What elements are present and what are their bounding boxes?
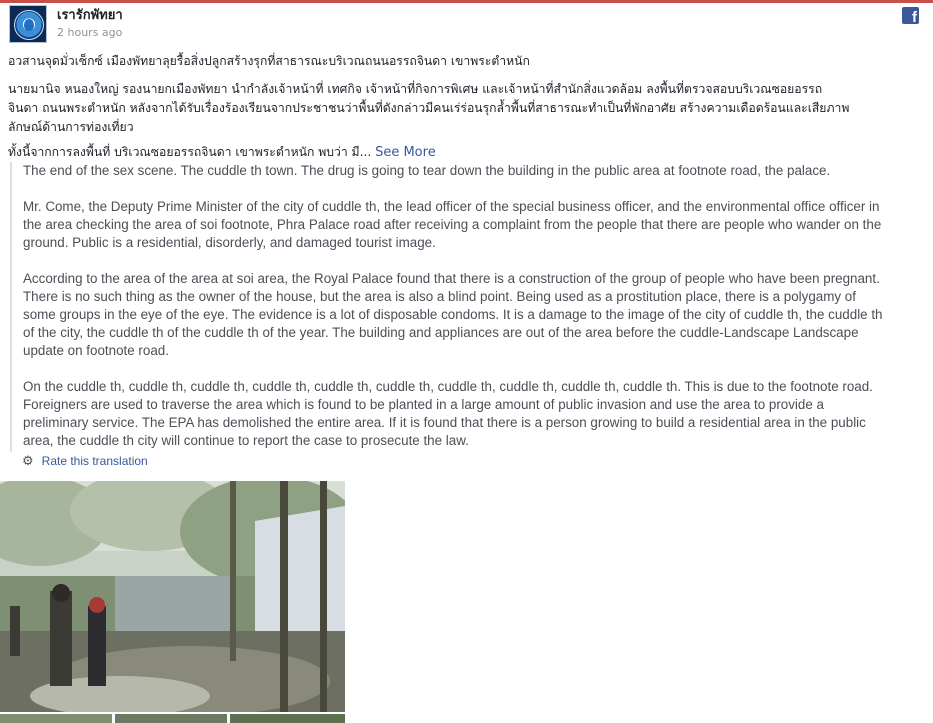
translation-line: There is no such thing as the owner of the house, but the area is also a blind point. Being used as a prostitution place, there is a polygamy of [23,289,856,304]
photo-thumbnail[interactable] [230,714,345,723]
post-body-line: ลักษณ์ด้านการท่องเที่ยว [8,120,134,134]
post-photo[interactable] [0,481,345,712]
translation-line: Foreigners are used to traverse the area which is found to be planted in a large amount of public invasion and use the area to provide a [23,397,824,412]
photo-thumbnail[interactable] [0,714,112,723]
page-name[interactable]: เรารักพัทยา [57,8,123,23]
post-timestamp[interactable]: 2 hours ago [57,26,123,39]
translation-line: ground. Public is a residential, disorderly, and damaged tourist image. [23,235,436,250]
post-teaser [8,143,436,162]
translation-line: According to the area of the area at soi area, the Royal Palace found that there is a construction of the group of people who have been pregnant. [23,271,880,286]
top-accent-bar [0,0,933,3]
post-body-line: นายมานิจ หนองใหญ่ รองนายกเมืองพัทยา นำกำลังเจ้าหน้าที่ เทศกิจ เจ้าหน้าที่กิจการพิเศษ และเจ้าหน้าที่สำนักสิ่งแวดล้อม ลงพื้นที่ตรวจสอบบริเวณซอยอรรถ [8,82,823,96]
rate-translation[interactable] [22,453,148,469]
avatar-emblem-center [24,19,34,31]
translation-line: the area checking the area of soi footnote, Phra Palace road after receiving a complaint from the people that there are people who wander on the [23,217,882,232]
translation-line: some groups in the eye of the eye. The evidence is a lot of disposable condoms. It is a damage to the image of the city of cuddle th, the cuddle th [23,307,883,322]
page-avatar[interactable] [9,5,47,43]
photo-thumbnails [0,714,345,723]
photo-thumbnail[interactable] [115,714,227,723]
post-headline: อวสานจุดมั่วเซ็กซ์ เมืองพัทยาลุยรื้อสิ่งปลูกสร้างรุกที่สาธารณะบริเวณถนนอรรถจินดา เขาพระตำหนัก [8,54,530,68]
translation-line: preliminary service. The EPA has demolished the entire area. If it is found that there is a person growing to build a residential area in the public [23,415,866,430]
translation-line: On the cuddle th, cuddle th, cuddle th, cuddle th, cuddle th, cuddle th, cuddle th, cuddle th, cuddle th, cuddle th. This is due to the footnote road. [23,379,873,394]
translation-line: update on footnote road. [23,343,169,358]
post-photo-scene [0,481,345,712]
translation-line: area, the cuddle th city will continue to report the case to prosecute the law. [23,433,469,448]
see-more-link[interactable]: See More [375,145,436,160]
translation-line: of the city, the cuddle th of the cuddle th of the year. The building and appliances are out of the area before the cuddle-Landscape Landscape [23,325,859,340]
translation-line: The end of the sex scene. The cuddle th town. The drug is going to tear down the building in the public area at footnote road, the palace. [23,163,831,178]
translation-line: Mr. Come, the Deputy Prime Minister of the city of cuddle th, the lead officer of the special business officer, and the environmental office officer in [23,199,880,214]
translation-block [10,162,925,452]
facebook-icon[interactable]: f [902,7,919,24]
gear-icon[interactable]: ⚙ [22,453,34,468]
post-teaser-text: ทั้งนี้จากการลงพื้นที่ บริเวณซอยอรรถจินดา เขาพระตำหนัก พบว่า มี... [8,145,372,159]
rate-translation-link[interactable]: Rate this translation [41,454,148,468]
post-body-line: จินดา ถนนพระตำหนัก หลังจากได้รับเรื่องร้องเรียนจากประชาชนว่าพื้นที่ดังกล่าวมีคนเร่ร่อนรุกล้ำพื้นที่สาธารณะทำเป็นที่พักอาศัย สร้างความเดือดร้อนและเสียภาพ [8,101,850,115]
